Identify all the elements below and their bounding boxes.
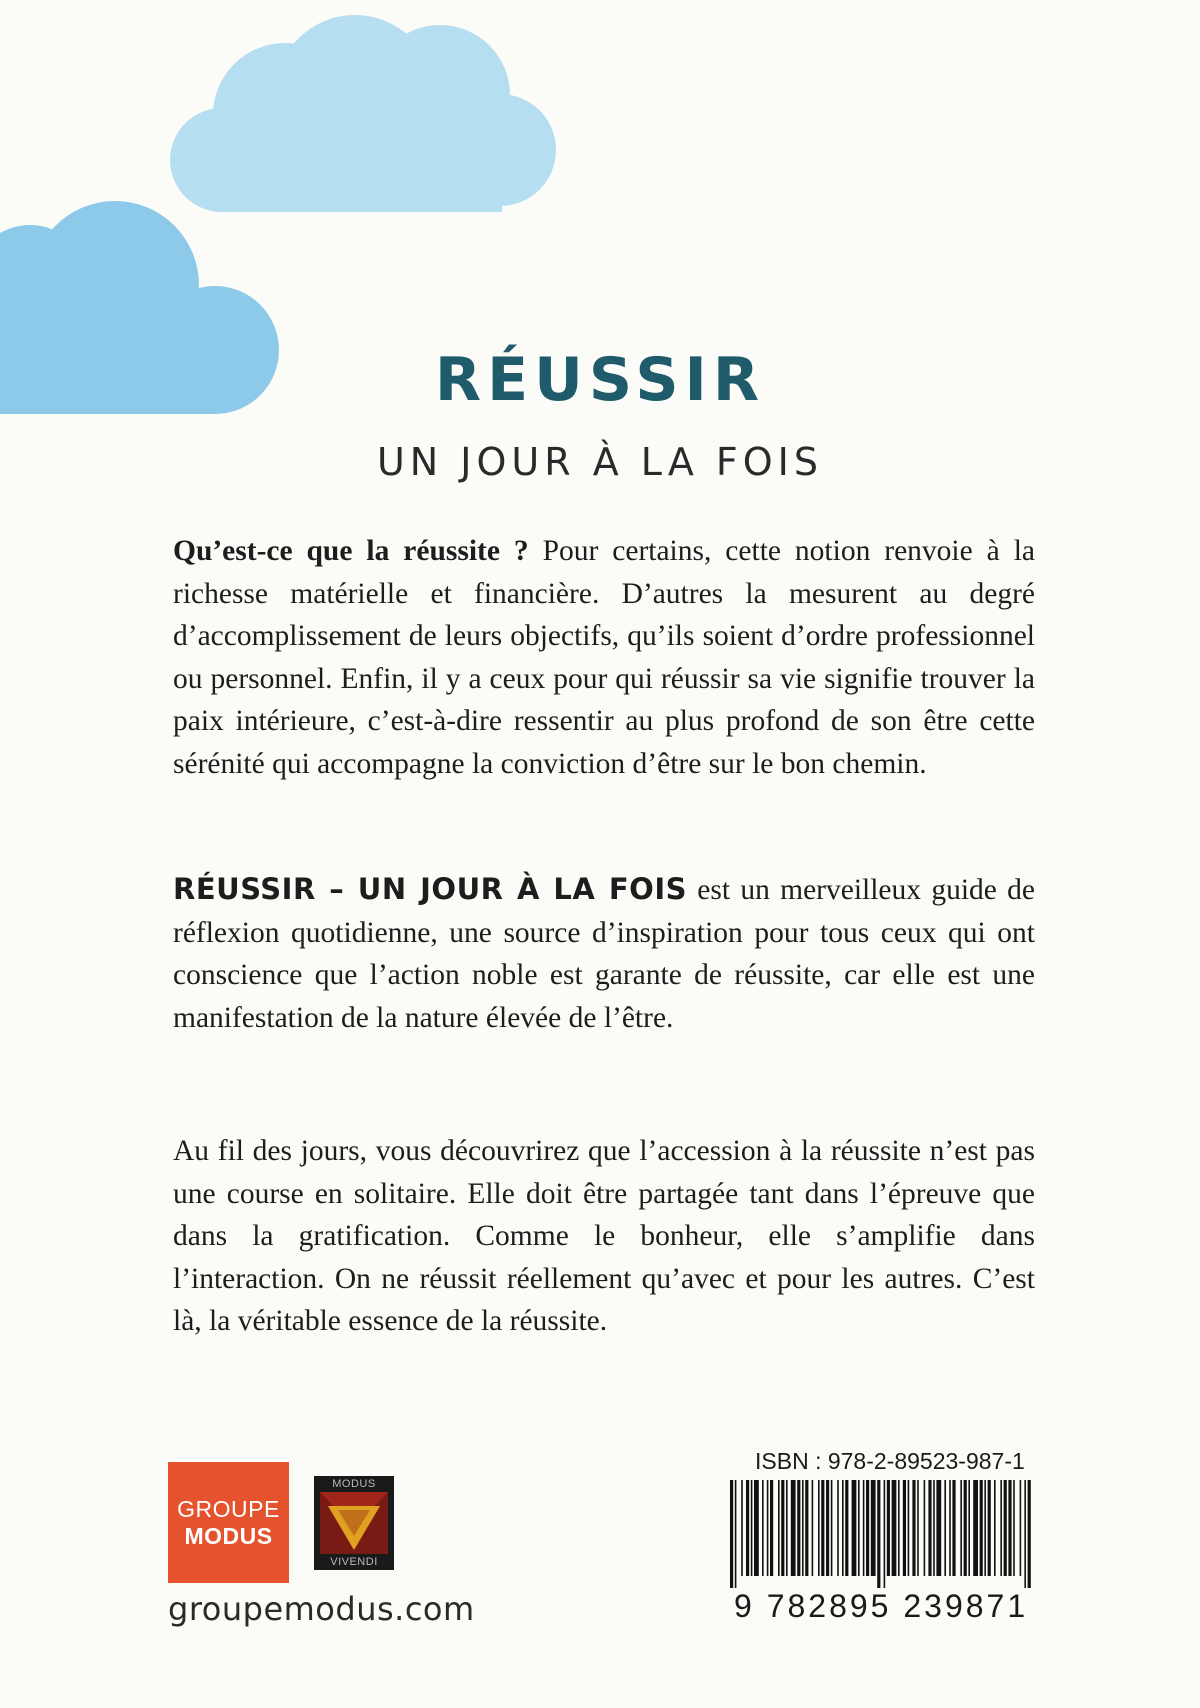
barcode-bar: [852, 1480, 857, 1576]
barcode-bar: [770, 1480, 773, 1576]
barcode-bar: [1008, 1480, 1011, 1576]
barcode-bar: [884, 1480, 886, 1588]
barcode-bar: [831, 1480, 833, 1576]
paragraph-3-text: Au fil des jours, vous découvrirez que l’accession à la réussite n’est pas une course en solitaire. Elle doit être partagée tant dans l’épreuve que dans la gratification. Comme le bonheur, elle s’amplifie dans l’interaction. On ne réussit réellement qu’avec et pour les autres. C’est là, la véritable essence de la réussite.: [173, 1135, 1035, 1337]
barcode-bar: [887, 1480, 890, 1576]
barcode-bar: [924, 1480, 926, 1576]
barcode-bar: [802, 1480, 804, 1576]
barcode-digits: 9 782895 239871: [734, 1588, 1029, 1624]
barcode-bar: [960, 1480, 962, 1576]
barcode-bar: [973, 1480, 978, 1576]
barcode-bar: [863, 1480, 865, 1576]
paragraph-1-lead: Qu’est-ce que la réussite ?: [173, 535, 529, 567]
barcode-bar: [821, 1480, 824, 1576]
barcode-bar: [928, 1480, 931, 1576]
modus-vivendi-logo: [314, 1476, 394, 1570]
barcode-bar: [1000, 1480, 1002, 1576]
groupe-modus-logo: [168, 1462, 289, 1583]
barcode-bar: [964, 1480, 967, 1576]
modus-vivendi-emblem-icon: [320, 1492, 388, 1554]
barcode-bar: [892, 1480, 897, 1576]
barcode-bar: [735, 1480, 737, 1588]
isbn-label: ISBN : 978-2-89523-987-1: [755, 1448, 1025, 1474]
barcode-bar: [762, 1480, 764, 1576]
barcode-bar: [858, 1480, 860, 1576]
barcode: [730, 1480, 1035, 1588]
barcode-bar: [786, 1480, 788, 1576]
paragraph-2: [173, 868, 1035, 1039]
publisher-website: groupemodus.com: [168, 1590, 475, 1628]
barcode-bar: [908, 1480, 910, 1576]
paragraph-2-lead: RÉUSSIR – UN JOUR À LA FOIS: [173, 872, 687, 906]
barcode-bar: [812, 1480, 814, 1576]
barcode-bar: [826, 1480, 829, 1576]
logo-line-1: GROUPE: [177, 1495, 280, 1522]
barcode-bar: [781, 1480, 784, 1576]
barcode-bar: [842, 1480, 844, 1576]
barcode-bar: [730, 1480, 733, 1588]
barcode-bar: [805, 1480, 808, 1576]
barcode-bar: [1013, 1480, 1015, 1576]
barcode-bar: [1028, 1480, 1031, 1588]
barcode-bar: [791, 1480, 796, 1576]
barcode-bar: [912, 1480, 915, 1576]
paragraph-2-text: est un merveilleux guide de réflexion quotidienne, une source d’inspiration pour tous ceux qui ont conscience que l’action noble est garante de réussite, car elle est une manifestation de la nature élevée de l’être.: [173, 874, 1035, 1034]
barcode-bar: [837, 1480, 839, 1576]
barcode-bar: [944, 1480, 946, 1576]
barcode-bar: [936, 1480, 941, 1576]
barcode-bar: [778, 1480, 780, 1576]
barcode-bar: [917, 1480, 919, 1576]
barcode-bar: [754, 1480, 759, 1576]
barcode-bar: [933, 1480, 935, 1576]
barcode-bar: [984, 1480, 986, 1576]
barcode-bar: [751, 1480, 753, 1576]
barcode-bar: [741, 1480, 743, 1576]
barcode-bar: [871, 1480, 876, 1576]
barcode-bar: [797, 1480, 800, 1576]
barcode-bar: [980, 1480, 983, 1576]
barcode-bar: [903, 1480, 906, 1576]
imprint-bottom-text: VIVENDI: [330, 1556, 378, 1568]
paragraph-1-text: Pour certains, cette notion renvoie à la richesse matérielle et financière. D’autres la mesurent au degré d’accomplissement de leurs objectifs, qu’ils soient d’ordre professionnel ou personnel. Enfin, il y a ceux pour qui réussir sa vie signifie trouver la paix intérieure, c’est-à-dire ressentir au plus profond de son être cette sérénité qui accompagne la conviction d’être sur le bon chemin.: [173, 535, 1035, 780]
barcode-bar: [746, 1480, 749, 1576]
paragraph-3: [173, 1130, 1035, 1343]
barcode-bar: [1020, 1480, 1022, 1576]
logo-line-2: MODUS: [184, 1522, 273, 1549]
barcode-bar: [845, 1480, 848, 1576]
barcode-bar: [898, 1480, 900, 1576]
barcode-bar: [877, 1480, 880, 1588]
book-title: RÉUSSIR: [434, 345, 766, 415]
imprint-top-text: MODUS: [332, 1478, 376, 1490]
barcode-bar: [988, 1480, 991, 1576]
barcode-bar: [949, 1480, 951, 1576]
book-subtitle: UN JOUR À LA FOIS: [376, 440, 824, 484]
barcode-bar: [994, 1480, 996, 1576]
paragraph-1: [173, 530, 1035, 785]
cloud-upper: [170, 15, 556, 212]
barcode-bar: [767, 1480, 769, 1576]
barcode-bar: [818, 1480, 820, 1576]
barcode-bar: [1004, 1480, 1007, 1576]
barcode-bar: [952, 1480, 955, 1576]
barcode-bar: [866, 1480, 869, 1576]
barcode-bar: [1024, 1480, 1026, 1588]
barcode-bar: [968, 1480, 970, 1576]
